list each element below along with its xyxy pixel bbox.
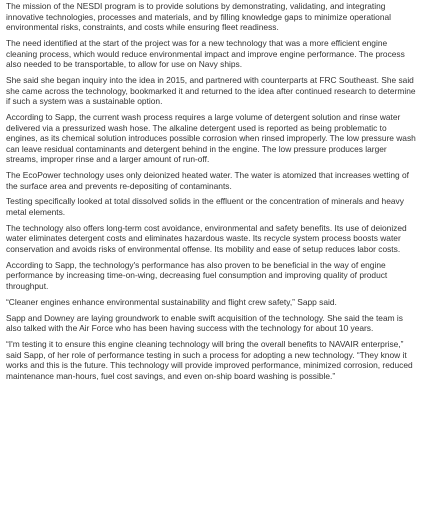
paragraph-testing: Testing specifically looked at total dissolved solids in the effluent or the concentration of minerals and heavy metal elements. [6,196,404,218]
paragraph-project-need: The need identified at the start of the project was for a new technology that was a more efficient engine cleaning process, which would reduce environmental impact and improve engine performance. The process also needed to be transportable, to allow for use on Navy ships. [6,37,405,70]
paragraph-ecopower-technology: The EcoPower technology uses only deionized heated water. The water is atomized that increases wetting of the surface area and prevents re-depositing of contaminants. [6,170,410,191]
paragraph-inquiry-2015: She said she began inquiry into the idea in 2015, and partnered with counterparts at FRC Southeast. She said she came across the technology, bookmarked it and returned to the idea after continued research to determine if such a system was a sustainable option. [6,74,416,107]
paragraph-quote-testing: “I'm testing it to ensure this engine cleaning technology will bring the overall benefits to NAVAIR enterprise,” said Sapp, of her role of performance testing in such a process for adopting a new technology. “They know it works and this is the future. This technology will provide improved performance, minimized corrosion, reduced maintenance man-hours, fuel cost savings, and even on-ship board washing is possible.” [6,338,413,381]
paragraph-engine-performance: According to Sapp, the technology's performance has also proven to be beneficial in the way of engine performance by increasing time-on-wing, decreasing fuel consumption and improving quality of product throughput. [6,259,388,291]
paragraph-nesdi-mission: The mission of the NESDI program is to provide solutions by demonstrating, validating, and integrating innovative technologies, processes and materials, and by filling knowledge gaps to minimize operational environmental risks, constraints, and costs while ensuring fleet readiness. [6,1,392,33]
paragraph-benefits: The technology also offers long-term cost avoidance, environmental and safety benefits. Its use of deionized water eliminates detergent costs and eliminates hazardous waste. Its recycle system process boosts water conservation and avoids risks of environmental offense. Its mobility and ease of setup reduces labor costs. [6,222,407,254]
paragraph-current-wash-process: According to Sapp, the current wash process requires a large volume of detergent solution and rinse water delivered via a pressurized wash hose. The alkaline detergent used is reported as being problematic to engines, as its chemical solution introduces possible corrosion when rinsed improperly. The low pressure wash can leave residual contaminants and detergent behind in the engine. The low pressure produces larger streams, improper rinse and a larger amount of run-off. [6,111,416,165]
paragraph-quote-cleaner-engines: “Cleaner engines enhance environmental sustainability and flight crew safety,” Sapp said. [6,296,337,307]
paragraph-acquisition-groundwork: Sapp and Downey are laying groundwork to enable swift acquisition of the technology. She said the team is also talked with the Air Force who has been having success with the technology for about 10 years. [6,312,403,334]
